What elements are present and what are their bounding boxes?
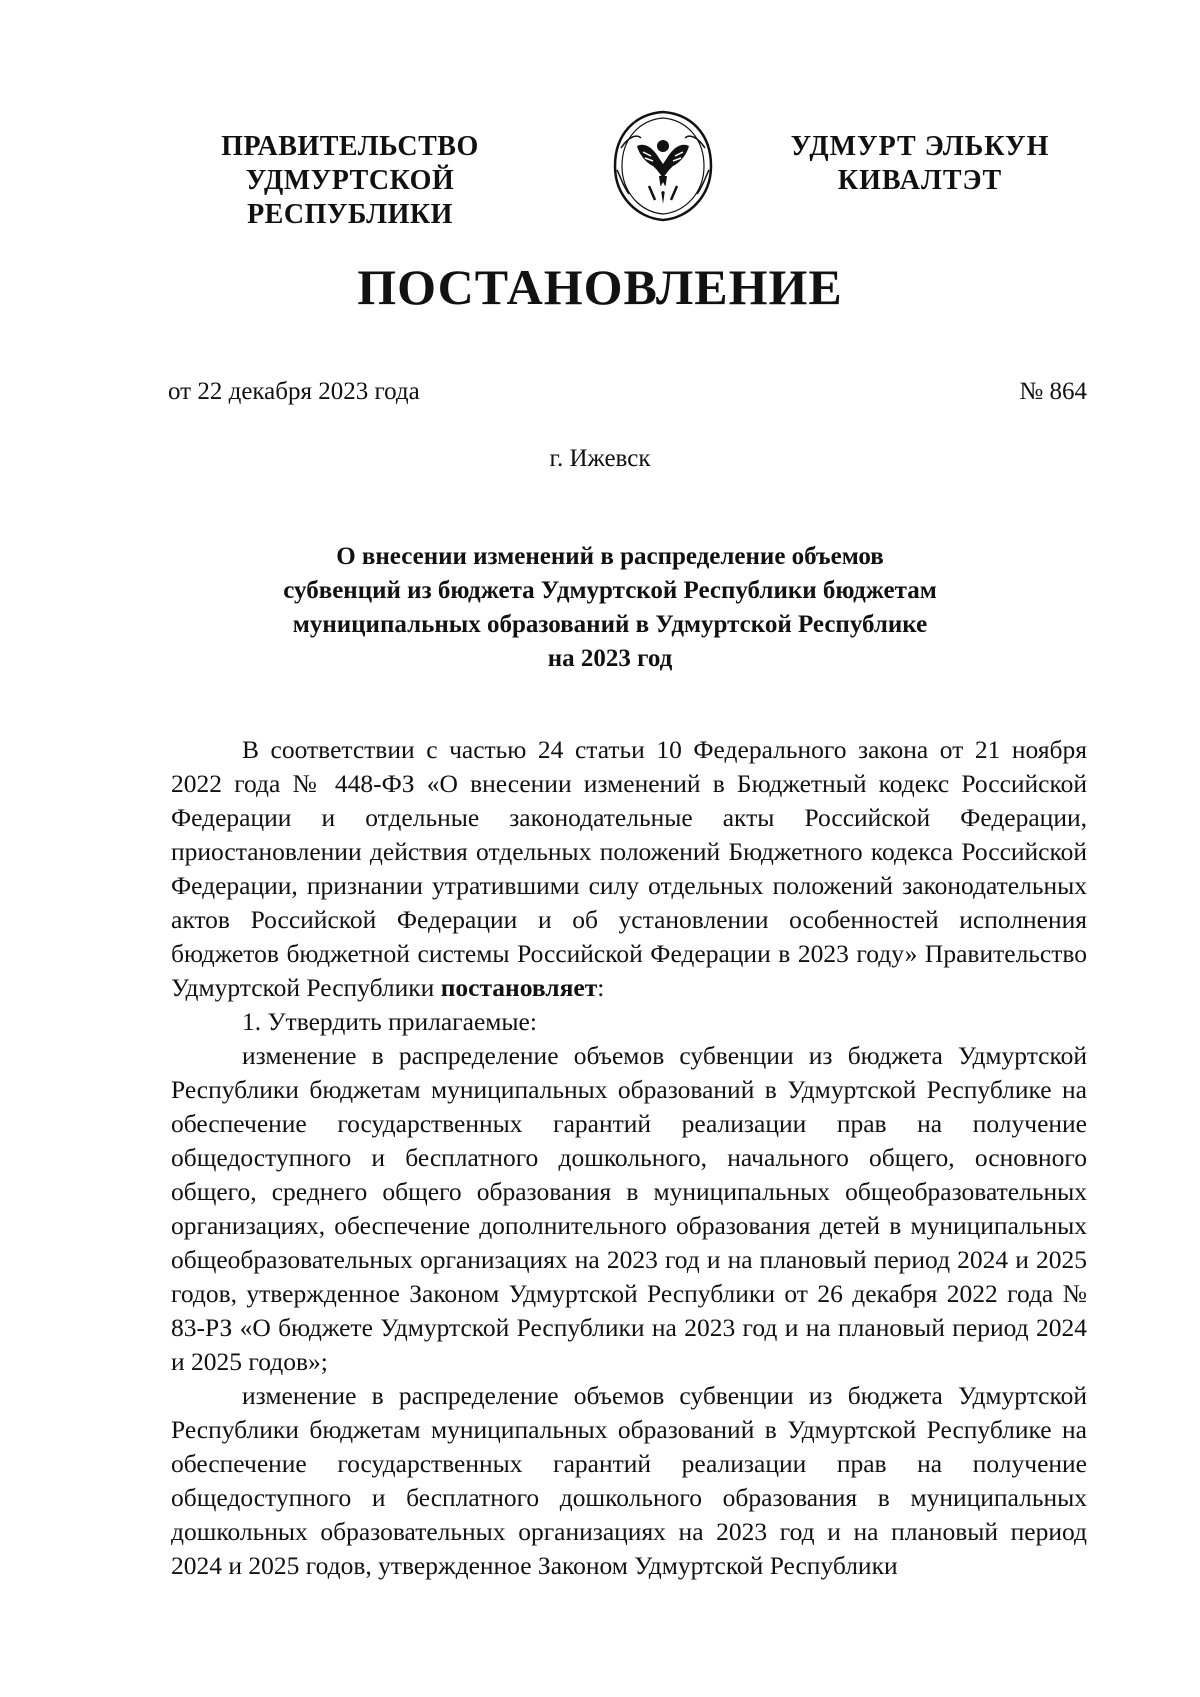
government-name-udm-line2: КИВАЛТЭТ [837, 165, 1003, 196]
document-number: № 864 [1019, 378, 1087, 405]
udmurt-coat-of-arms-icon [607, 108, 719, 224]
document-city: г. Ижевск [549, 445, 651, 472]
resolves-word: постановляет [440, 973, 598, 1002]
document-date: от 22 декабря 2023 года [168, 378, 420, 405]
government-name-line2: УДМУРТСКОЙ РЕСПУБЛИКИ [245, 165, 455, 230]
subject-line3: муниципальных образований в Удмуртской Республике [292, 611, 928, 638]
government-name-ru [140, 130, 560, 232]
preamble-colon: : [597, 973, 605, 1002]
document-subject [200, 540, 1020, 676]
document-body [171, 733, 1087, 1583]
subject-line2: субвенций из бюджета Удмуртской Республики бюджетам [283, 577, 937, 604]
preamble-paragraph [171, 733, 1087, 1005]
preamble-text: В соответствии с частью 24 статьи 10 Федерального закона от 21 ноября 2022 года № 448-ФЗ «О внесении изменений в Бюджетный кодекс Российской Федерации и отдельные законодательные акты Российской Федерации, приостановлении действия отдельных положений Бюджетного кодекса Российской Федерации, признании утратившими силу отдельных положений законодательных актов Российской Федерации и об установлении особенностей исполнения бюджетов бюджетной системы Российской Федерации в 2023 году» Правительство Удмуртской Республики [171, 735, 1087, 1002]
subject-line1: О внесении изменений в распределение объемов [336, 543, 884, 570]
government-name-udm-line1: УДМУРТ ЭЛЬКУН [790, 131, 1050, 162]
document-title: ПОСТАНОВЛЕНИЕ [357, 259, 843, 315]
approval-item-paragraph: изменение в распределение объемов субвенции из бюджета Удмуртской Республики бюджетам муниципальных образований в Удмуртской Республике на обеспечение государственных гарантий реализации прав на получение общедоступного и бесплатного дошкольного, начального общего, основного общего, среднего общего образования в муниципальных общеобразовательных организациях, обеспечение дополнительного образования детей в муниципальных общеобразовательных организациях на 2023 год и на плановый период 2024 и 2025 годов, утвержденное Законом Удмуртской Республики от 26 декабря 2022 года № 83-РЗ «О бюджете Удмуртской Республики на 2023 год и на плановый период 2024 и 2025 годов»; [171, 1041, 1087, 1376]
item-1-paragraph: 1. Утвердить прилагаемые: [242, 1007, 537, 1036]
subject-line4: на 2023 год [547, 645, 673, 672]
government-name-udm [760, 130, 1080, 198]
government-name-line1: ПРАВИТЕЛЬСТВО [221, 131, 479, 162]
approval-item-paragraph: изменение в распределение объемов субвенции из бюджета Удмуртской Республики бюджетам муниципальных образований в Удмуртской Республике на обеспечение государственных гарантий реализации прав на получение общедоступного и бесплатного дошкольного образования в муниципальных дошкольных образовательных организациях на 2023 год и на плановый период 2024 и 2025 годов, утвержденное Законом Удмуртской Республики [171, 1381, 1087, 1580]
